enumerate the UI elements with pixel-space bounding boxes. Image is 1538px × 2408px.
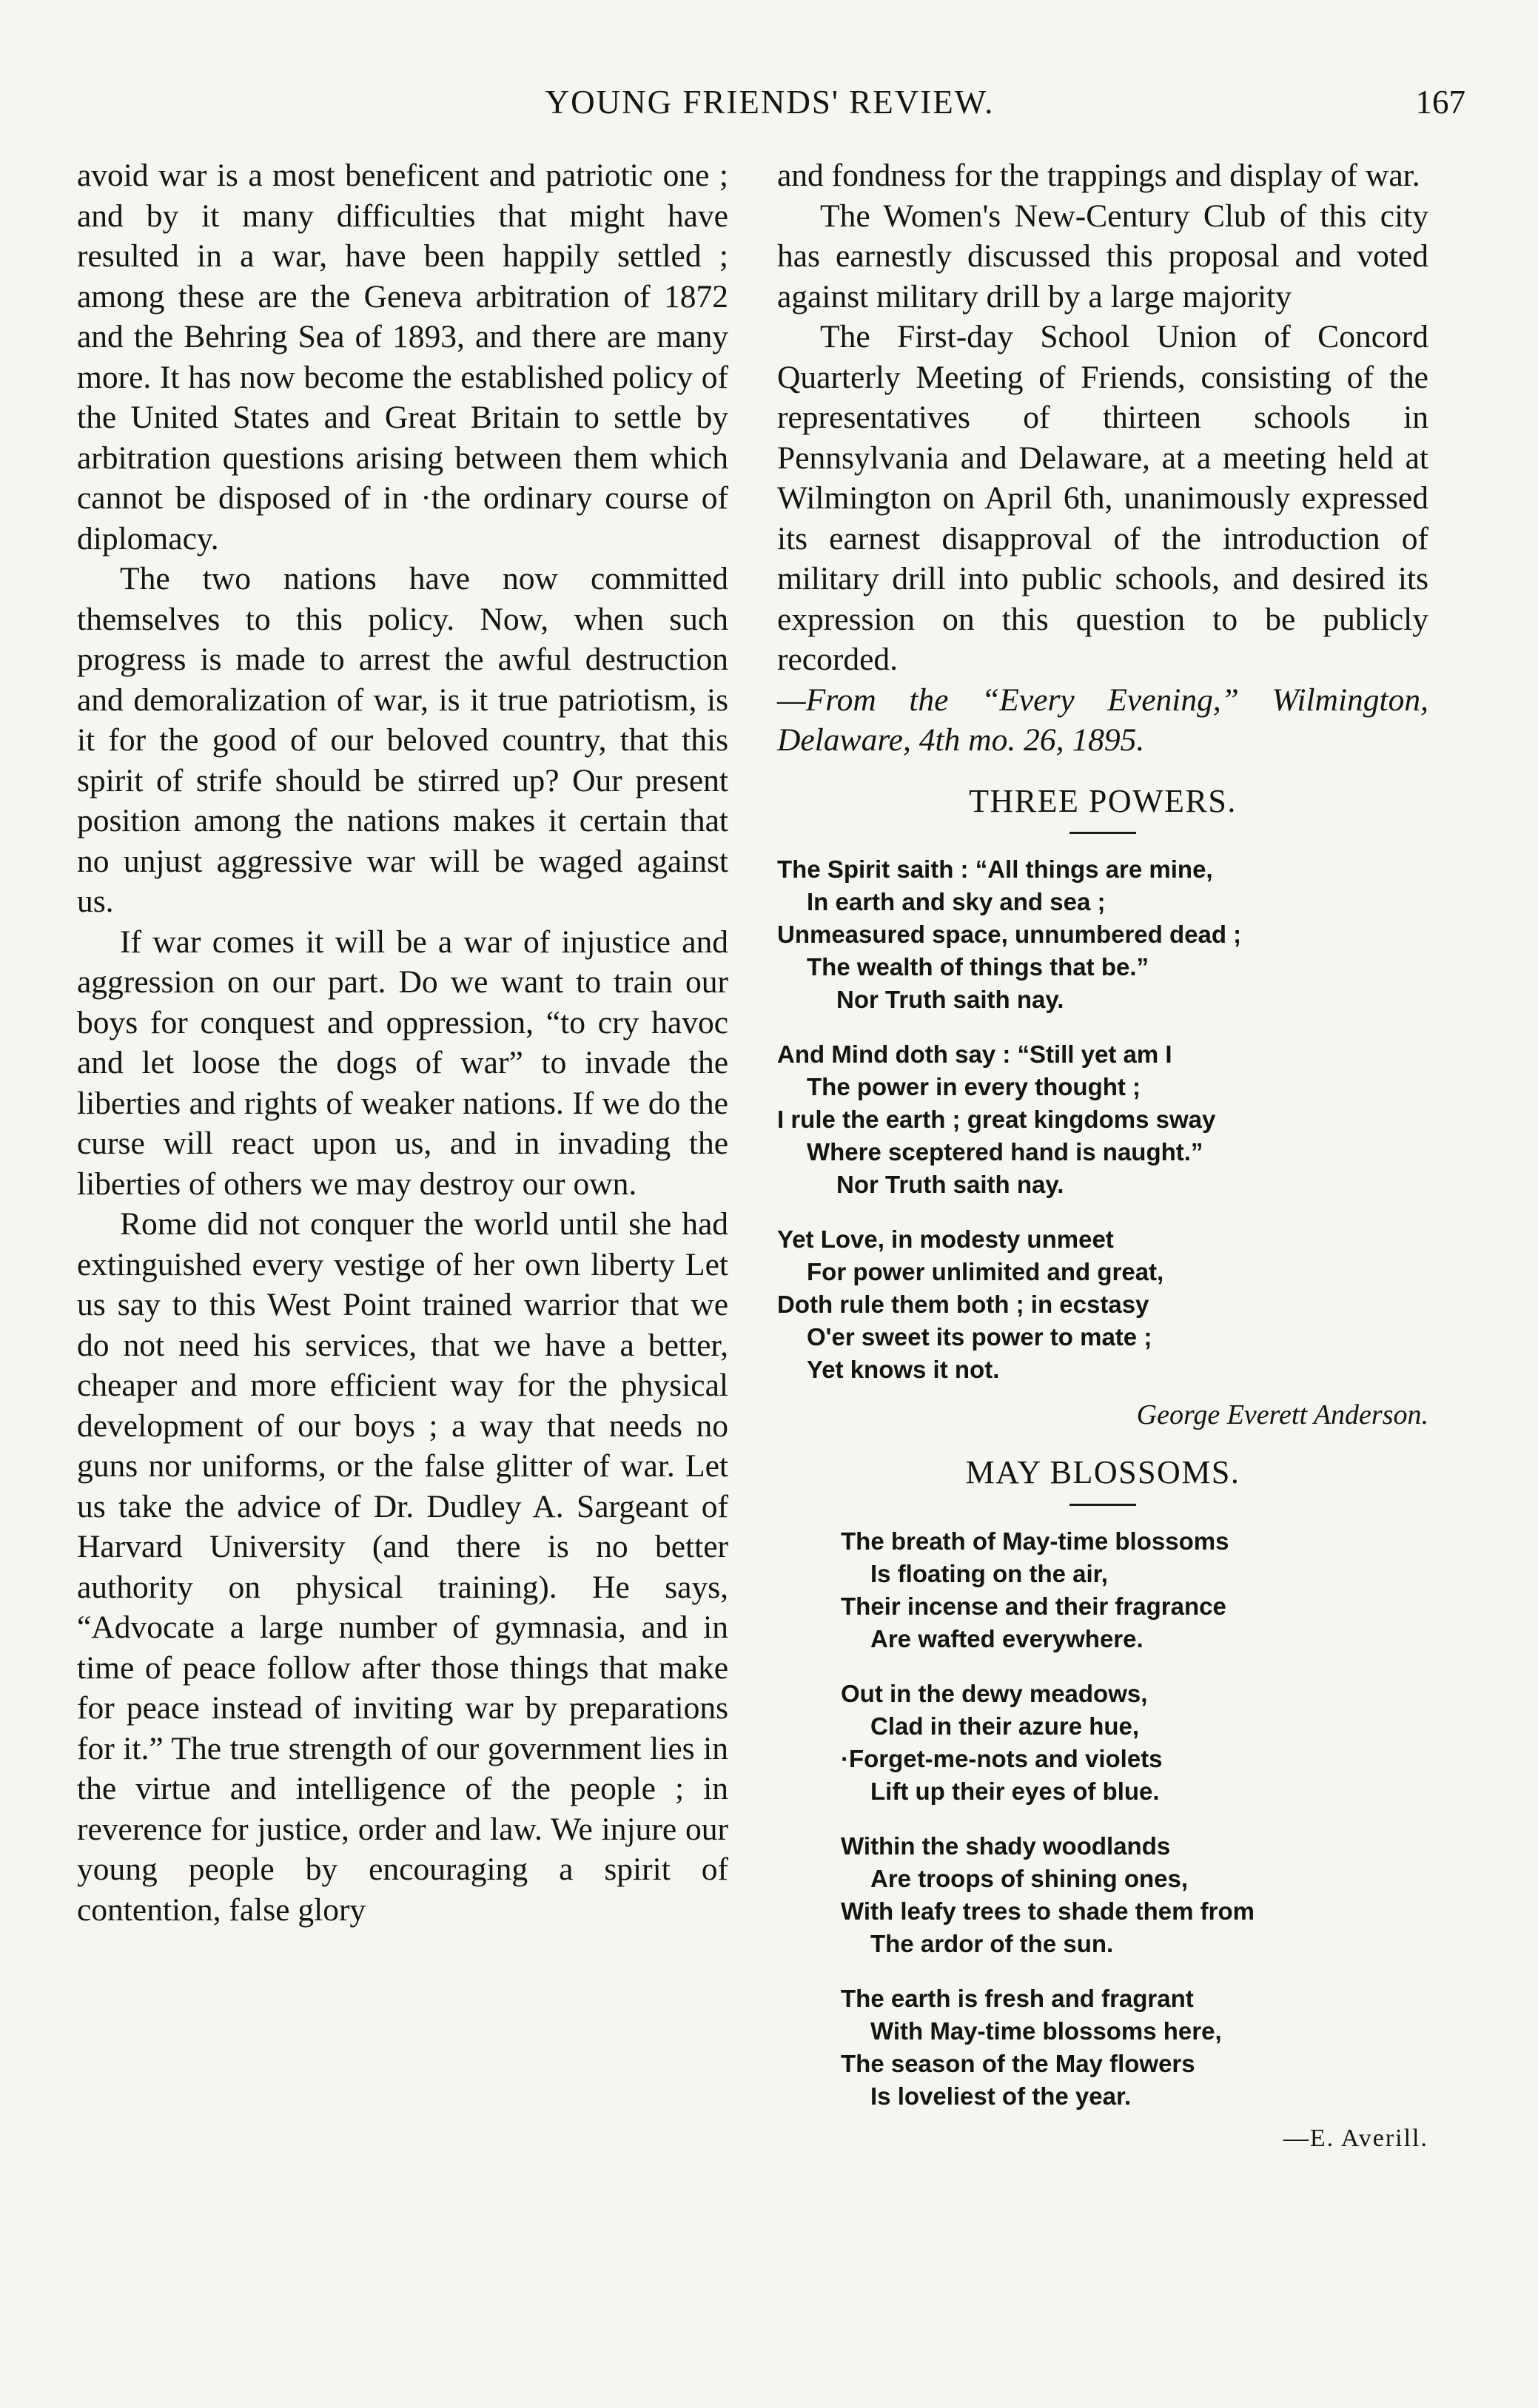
page-number: 167 [1415,84,1465,121]
paragraph: If war comes it will be a war of injustice and aggression on our part. Do we want to train our boys for conquest and oppression, “to cry havoc and let loose the dogs of war” to invade the liberties and rights of weaker nations. If we do the curse will react upon us, and in invading the liberties of others we may destroy our own. [77,924,728,1202]
poem-line: The ardor of the sun. [870,1929,1114,1957]
paragraph: The Women's New-Century Club of this city has earnestly discussed this proposal and voted against military drill by a large majority [777,198,1428,315]
poem-line: Yet knows it not. [807,1356,1000,1383]
poem-line: Their incense and their fragrance [841,1592,1226,1620]
poem-line: Lift up their eyes of blue. [870,1777,1160,1805]
poem-line: The wealth of things that be.” [807,953,1149,981]
poem-stanza [841,1525,1428,1655]
poem-line: The Spirit saith : “All things are mine, [777,855,1213,883]
poem-stanza [841,1678,1428,1808]
poem-stanza [841,1830,1428,1960]
poem-stanza [777,1223,1428,1386]
poem-line: I rule the earth ; great kingdoms sway [777,1106,1216,1133]
poem-line: Is floating on the air, [870,1559,1108,1587]
paragraph: The two nations have now committed themselves to this policy. Now, when such progress is made to arrest the awful destruction and demoralization of war, is it true patriotism, is it for the good of our beloved country, that this spirit of strife should be stirred up? Our present position among the nations makes it certain that no unjust aggressive war will be waged against us. [77,561,728,919]
right-column [777,155,1428,2159]
poem-stanza [841,1982,1428,2113]
poem-line: Within the shady woodlands [841,1832,1171,1860]
article-source: —From the “Every Evening,” Wilmington, Delaware, 4th mo. 26, 1895. [777,682,1428,758]
poem-author: —E. Averill. [1283,2124,1428,2152]
poem-line: Are troops of shining ones, [870,1864,1189,1892]
poem-line: With May-time blossoms here, [870,2017,1222,2045]
poem-line: Unmeasured space, unnumbered dead ; [777,921,1242,948]
poem-line: The breath of May-time blossoms [841,1527,1229,1555]
title-rule [1069,832,1136,834]
poem-line: Is loveliest of the year. [870,2082,1132,2110]
poem-stanza [777,1038,1428,1201]
poem-stanza [777,853,1428,1016]
running-title: YOUNG FRIENDS' REVIEW. [545,84,995,121]
page-header [74,83,1465,135]
poem-line: The power in every thought ; [807,1073,1141,1100]
poem-line: In earth and sky and sea ; [807,888,1106,915]
poem-line: Where sceptered hand is naught.” [807,1138,1203,1166]
paragraph: Rome did not conquer the world until she had extinguished every vestige of her own liberty Let us say to this West Point trained warrior that we do not need his services, that we have a better, cheaper and more efficient way for the physical development of our boys ; a way that needs no guns nor uniforms, or the false glitter of war. Let us take the advice of Dr. Dudley A. Sargeant of Harvard University (and there is no better authority on physical training). He says, “Advocate a large number of gymnasia, and in time of peace follow after those things that make for peace instead of inviting war by preparations for it.” The true strength of our government lies in the virtue and intelligence of the people ; in reverence for justice, order and law. We injure our young people by encouraging a spirit of contention, false glory [77,1206,728,1928]
poem-title-three-powers: THREE POWERS. [969,782,1237,819]
poem-line: With leafy trees to shade them from [841,1897,1255,1925]
poem-line: Clad in their azure hue, [870,1712,1140,1740]
poem-line: Nor Truth saith nay. [836,1171,1064,1198]
poem-line: O'er sweet its power to mate ; [807,1323,1152,1351]
poem-line: For power unlimited and great, [807,1258,1164,1285]
poem-line: The season of the May flowers [841,2049,1195,2077]
poem-line: Doth rule them both ; in ecstasy [777,1291,1149,1318]
poem-line: Nor Truth saith nay. [836,986,1064,1013]
poem-author: George Everett Anderson. [1136,1399,1428,1430]
title-rule [1069,1504,1136,1506]
poem-title-may-blossoms: MAY BLOSSOMS. [965,1454,1240,1490]
poem-line: And Mind doth say : “Still yet am I [777,1040,1172,1068]
paragraph: The First-day School Union of Concord Quarterly Meeting of Friends, consisting of the representatives of thirteen schools in Pennsylvania and Delaware, at a meeting held at Wilmington on April 6th, unanimously expressed its earnest disapproval of the introduction of military drill into public schools, and desired its expression on this question to be publicly recorded. [777,319,1428,677]
poem-line: The earth is fresh and fragrant [841,1984,1194,2012]
left-column [77,155,728,1930]
poem-line: Are wafted everywhere. [870,1624,1144,1652]
poem-line: Yet Love, in modesty unmeet [777,1225,1114,1253]
paragraph-continued: avoid war is a most beneficent and patriotic one ; and by it many difficulties that might have resulted in a war, have been happily settled ; among these are the Geneva arbitration of 1872 and the Behring Sea of 1893, and there are many more. It has now become the established policy of the United States and Great Britain to settle by arbitration questions arising between them which cannot be disposed of in ·the ordinary course of diplomacy. [77,158,728,556]
poem-line: ·Forget-me-nots and violets [841,1744,1163,1772]
paragraph-continued: and fondness for the trappings and display of war. [777,158,1420,193]
poem-line: Out in the dewy meadows, [841,1679,1148,1707]
